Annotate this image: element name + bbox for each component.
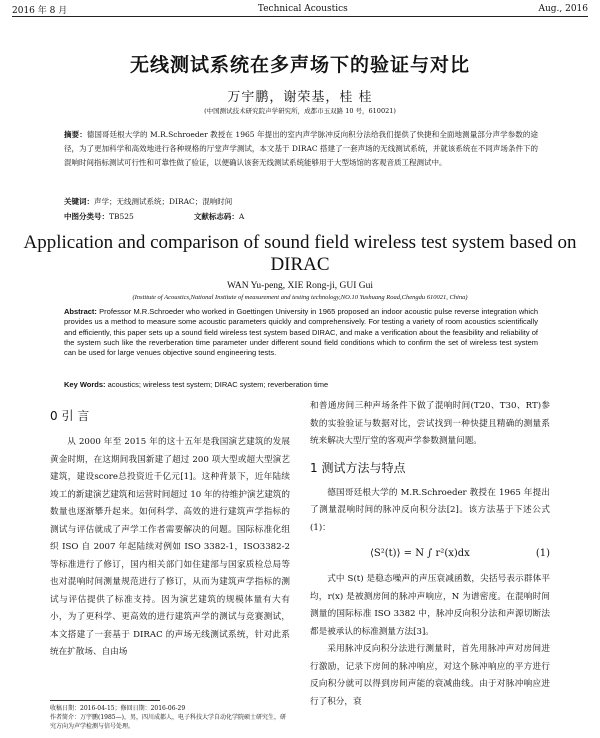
equation-1 — [310, 537, 550, 571]
intro-paragraph: 从 2000 年至 2015 年的这十五年是我国演艺建筑的发展黄金时期，在这期间我国新建了超过 200 项大型或超大型演艺建筑，建设score总投资近千亿元[1]。这种背景下，近年陆续竣工的新建演艺建筑和运营时间超过 10 年的待维护演艺建筑的数量也逐渐攀升起来。如何科学、高效的进行建筑声学指标的测试与评估就成了声学工作者需要解决的问题。国际标准化组织 ISO 自 2007 年起陆续对例如 ISO 3382-1，ISO3382-2 等标准进行了修订，国内相关部门如住建部与国家质检总局等也对混响时间测量规范进行了修订，从而为建筑声学指标的测试与评估提供了标准支持。因为演艺建筑的规模体量有大有小，为了更科学、更高效的进行建筑声学的测试与竞赛测试，本文搭建了一套基于 DIRAC 的声场无线测试系统，针对此系统在扩散场、自由场 — [50, 437, 290, 657]
cn-title: 无线测试系统在多声场下的验证与对比 — [129, 54, 470, 76]
cn-abstract — [64, 128, 538, 170]
header-rule — [12, 16, 588, 17]
right-paragraph-2: 德国哥廷根大学的 M.R.Schroeder 教授在 1965 年提出了测量混响时间的脉冲反向积分法[2]。该方法基于下述公式(1)： — [310, 487, 550, 533]
footnote-rule — [50, 700, 160, 701]
cn-keywords — [64, 196, 538, 207]
en-abstract-label: Abstract: — [64, 307, 97, 316]
cn-authors: 万宇鹏，谢荣基，桂 桂 — [227, 90, 373, 105]
right-paragraph-4: 采用脉冲反向积分法进行测量时，首先用脉冲声对房间进行激励，记录下房间的脉冲响应，对这个脉冲响应的平方进行反向积分就可以得到房间声能的衰减曲线。由于对脉冲响应进行了积分，衰 — [310, 644, 550, 707]
cn-keywords-text: 声学；无线测试系统；DIRAC；混响时间 — [94, 197, 233, 206]
footnote — [50, 704, 290, 731]
right-paragraph-1: 和普通房间三种声场条件下做了混响时间(T20、T30、RT)参数的实验验证与数据对比，尝试找到一种快捷且精确的测量系统来解决大型厅堂的客观声学参数测量问题。 — [310, 401, 550, 446]
doc-label: 文献标志码： — [193, 212, 239, 221]
class-label: 中图分类号： — [64, 212, 109, 221]
cn-abstract-text: 德国哥廷根大学的 M.R.Schroeder 教授在 1965 年提出的室内声学脉冲反向积分法给我们提供了快捷和全面地测量部分声学参数的途径，为了更加科学和高效地进行各种规格的厅堂声学测试，本文基于 DIRAC 搭建了一套声场的无线测试系统，并就该系统在不同声场条件下的混响时间指标测试可行性和可靠性做了验证，以便确认该套无线测试系统能够用于大型场馆的客观音质工程测试中。 — [64, 130, 539, 167]
cn-abstract-label: 摘要： — [64, 130, 87, 139]
header-journal: Technical Acoustics — [257, 4, 348, 14]
right-paragraph-3: 式中 S(t) 是稳态噪声的声压衰减函数，尖括号表示群体平均，r(x) 是被测房间的脉冲声响应，N 为谱密度。在混响时间测量的国际标准 ISO 3382 中，脉冲反向积分法和声源切断法都是被承认的标准测量方法[3]。 — [310, 574, 550, 637]
footnote-author: 作者简介：万宇鹏(1985—)，男，四川成都人，电子科技大学自动化学院硕士研究生，研究方向为声学检测与信号处理。 — [50, 714, 286, 730]
en-abstract-text: Professor M.R.Schroeder who worked in Goettingen University in 1965 proposed an indoor acoustic pulse reverse integration which provides us a method to measure some acoustic parameters quickly and comprehensively. For testing a variety of room acoustics scientifically and efficiently, this paper sets up a sound field wireless test system based DIRAC, and make a verification about the feasibility and reliability of the system such like the reverberation time parameter under different sound field conditions which to confirm the set of wireless test system can be used for large venues objective sound engineering tests. — [64, 307, 538, 358]
section-method-heading: 1 测试方法与特点 — [310, 460, 406, 475]
class-value: TB525 — [109, 212, 134, 221]
section-intro-heading: 0 引 言 — [50, 409, 90, 423]
en-abstract — [64, 307, 538, 358]
right-column — [310, 398, 550, 711]
en-keywords-text: acoustics; wireless test system; DIRAC system; reverberation time — [107, 380, 329, 389]
cn-keywords-label: 关键词： — [64, 197, 94, 206]
running-header — [12, 2, 588, 16]
equation-body: ⟨S²(t)⟩ = N ∫ r²(x)dx — [370, 548, 470, 560]
en-authors: WAN Yu-peng, XIE Rong-ji, GUI Gui — [226, 281, 374, 291]
cn-affiliation: (中国测试技术研究院声学研究所，成都市玉双路 10 号，610021) — [204, 107, 396, 115]
left-column — [50, 398, 290, 662]
footnote-received: 收稿日期：2016-04-15；修回日期：2016-06-29 — [50, 705, 186, 712]
en-keywords-label: Key Words: — [64, 380, 106, 389]
header-date-en: Aug., 2016 — [538, 4, 588, 14]
en-affiliation: (Institute of Acoustics,National Institute of measurement and testing technology,NO.10 Yushuang Road,Chengdu 610021, China) — [132, 294, 468, 301]
en-keywords — [64, 380, 538, 389]
cn-classification — [64, 211, 538, 222]
doc-value: A — [238, 212, 245, 221]
equation-number: (1) — [535, 548, 550, 560]
header-date: 2016 年 8 月 — [12, 5, 68, 16]
en-title: Application and comparison of sound field wireless test system based on DIRAC — [23, 232, 577, 275]
